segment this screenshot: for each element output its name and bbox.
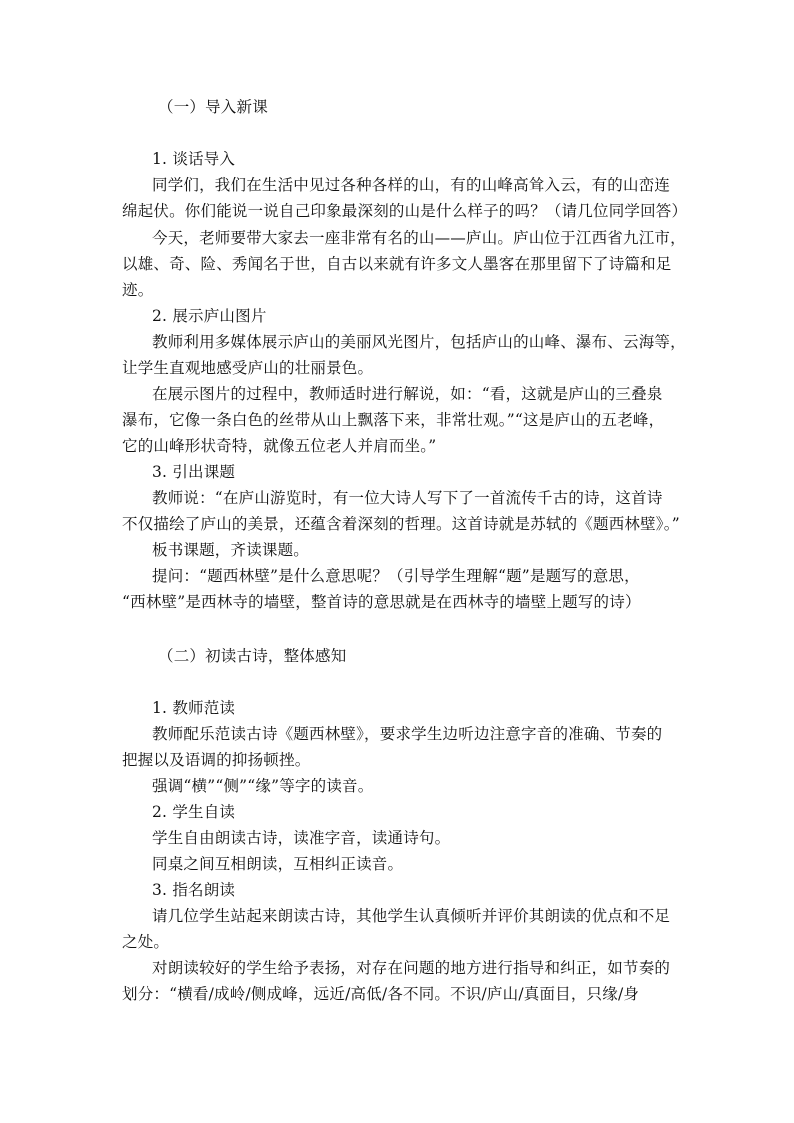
paragraph-line: 学生自由朗读古诗，读准字音，读通诗句。 xyxy=(152,829,451,847)
paragraph-line: 以雄、奇、险、秀闻名于世，自古以来就有许多文人墨客在那里留下了诗篇和足 xyxy=(122,255,672,273)
paragraph-line: 对朗读较好的学生给予表扬，对存在问题的地方进行指导和纠正，如节奏的 xyxy=(152,959,671,977)
paragraph-line: 教师配乐范读古诗《题西林壁》，要求学生边听边注意字音的准确、节奏的 xyxy=(152,725,663,743)
paragraph-line: 提问：“题西林壁”是什么意思呢？（引导学生理解“题”是题写的意思， xyxy=(152,567,640,585)
paragraph-line: 强调“横”“侧”“缘”等字的读音。 xyxy=(152,777,374,795)
section-heading: （一）导入新课 xyxy=(158,98,268,116)
paragraph-line: 板书课题，齐读课题。 xyxy=(152,541,310,559)
subheading: 2. 展示庐山图片 xyxy=(152,307,267,325)
paragraph-line: 把握以及语调的抑扬顿挫。 xyxy=(122,751,311,769)
subheading: 1. 谈话导入 xyxy=(152,150,236,168)
paragraph-line: 在展示图片的过程中，教师适时进行解说，如：“看，这就是庐山的三叠泉 xyxy=(152,385,663,403)
paragraph-line: 今天，老师要带大家去一座非常有名的山——庐山。庐山位于江西省九江市， xyxy=(152,229,686,247)
section-heading: （二）初读古诗，整体感知 xyxy=(158,647,347,665)
paragraph-line: 教师利用多媒体展示庐山的美丽风光图片，包括庐山的山峰、瀑布、云海等， xyxy=(152,333,686,351)
subheading: 3. 引出课题 xyxy=(152,463,236,481)
paragraph-line: 同学们，我们在生活中见过各种各样的山，有的山峰高耸入云，有的山峦连 xyxy=(152,176,671,194)
paragraph-line: 瀑布，它像一条白色的丝带从山上飘落下来，非常壮观。”“这是庐山的五老峰， xyxy=(122,411,665,429)
paragraph-line: 不仅描绘了庐山的美景，还蕴含着深刻的哲理。这首诗就是苏轼的《题西林壁》。” xyxy=(122,515,680,533)
paragraph-line: 划分：“横看/成岭/侧成峰，远近/高低/各不同。不识/庐山/真面目，只缘/身 xyxy=(122,985,640,1003)
subheading: 3. 指名朗读 xyxy=(152,881,236,899)
paragraph-line: 教师说：“在庐山游览时，有一位大诗人写下了一首流传千古的诗，这首诗 xyxy=(152,489,663,507)
paragraph-line: 之处。 xyxy=(122,933,170,951)
paragraph-line: 同桌之间互相朗读，互相纠正读音。 xyxy=(152,855,404,873)
paragraph-line: 绵起伏。你们能说一说自己印象最深刻的山是什么样子的吗？（请几位同学回答） xyxy=(122,202,688,220)
paragraph-line: “西林壁”是西林寺的墙壁，整首诗的意思就是在西林寺的墙壁上题写的诗） xyxy=(122,593,641,611)
paragraph-line: 它的山峰形状奇特，就像五位老人并肩而坐。” xyxy=(122,437,437,455)
paragraph-line: 请几位学生站起来朗读古诗，其他学生认真倾听并评价其朗读的优点和不足 xyxy=(152,907,671,925)
paragraph-line: 让学生直观地感受庐山的壮丽景色。 xyxy=(122,359,374,377)
subheading: 1. 教师范读 xyxy=(152,699,236,717)
paragraph-line: 迹。 xyxy=(122,281,154,299)
subheading: 2. 学生自读 xyxy=(152,803,236,821)
